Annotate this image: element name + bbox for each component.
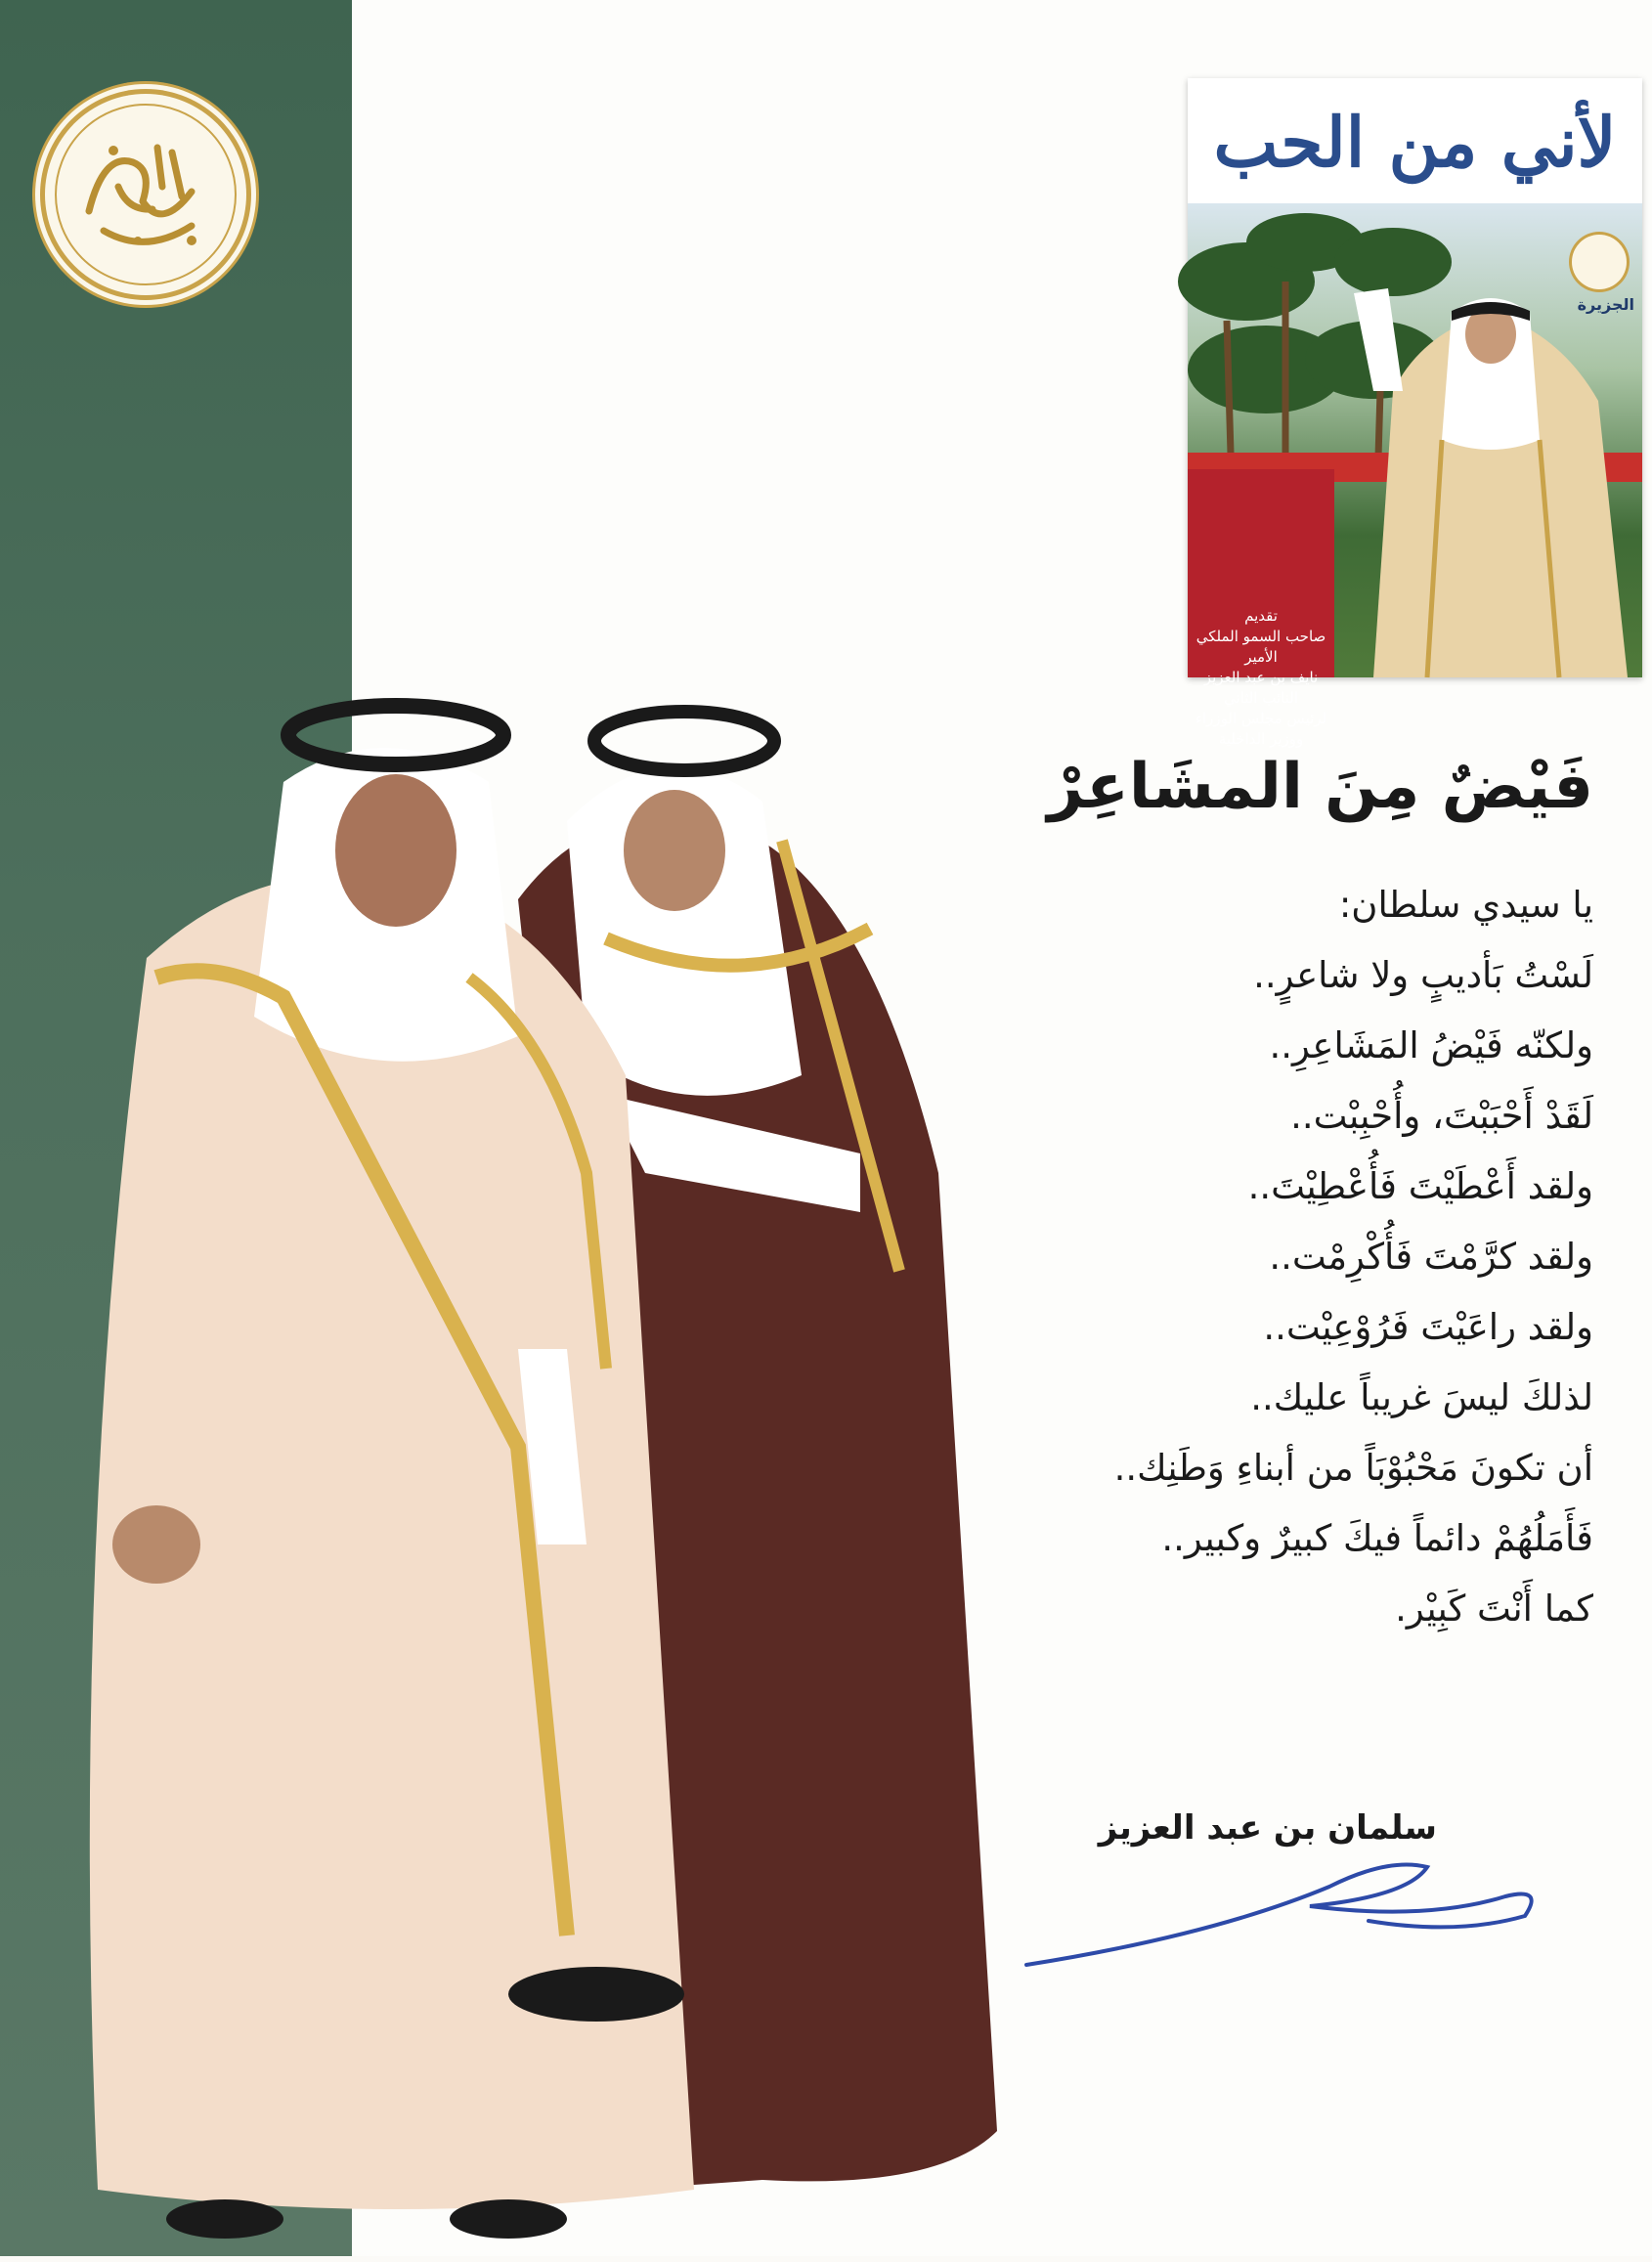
cover-publisher: الجزيرة [1577, 295, 1634, 314]
foreword-line: النائب الثاني [1223, 689, 1299, 707]
poem-title: فَيْضٌ مِنَ المشَاعِرْ [1047, 751, 1593, 823]
poem-line: ولقد كرَّمْتَ فَأُكْرِمْت.. [1269, 1236, 1593, 1278]
poem-line: فَأَمَلُهُمْ دائماً فيكَ كبيرٌ وكبير.. [1161, 1517, 1593, 1559]
cover-foreword-text [1192, 606, 1330, 750]
poem-line: لَسْتُ بَأديبٍ ولا شاعرٍ.. [1253, 954, 1593, 996]
poem-line: أن تكونَ مَحْبُوْبَاً من أبناءِ وَطَنِك.. [1113, 1447, 1593, 1489]
handwritten-signature [1017, 1828, 1564, 1975]
poem-line: لذلكَ ليسَ غريباً عليك.. [1250, 1376, 1593, 1418]
poem-line: ولكنّه فَيْضُ المَشَاعِرِ.. [1269, 1024, 1593, 1066]
foreword-line: ووزير الداخلية [1218, 730, 1304, 748]
poem-line: ولقد راعَيْتَ فَرُوْعِيْت.. [1263, 1306, 1593, 1348]
cover-portrait [1334, 274, 1642, 677]
poem-line: كما أَنْتَ كَبِيْر. [1395, 1588, 1593, 1630]
cover-title: لأني من الحب [1213, 102, 1617, 183]
poem-line: لَقَدْ أَحْبَبْتَ، وأُحْبِبْت.. [1290, 1095, 1593, 1137]
foreword-line: نايف بن عبد العزيز [1203, 669, 1319, 686]
photo-two-figures [59, 665, 1056, 2258]
book-cover [1188, 78, 1642, 748]
foreword-line: صاحب السمو الملكي الأمير [1196, 628, 1326, 666]
foreword-line: لرئيس مجلس الوزراء [1195, 710, 1327, 727]
signature-name: سلمان بن عبد العزيز [1098, 1808, 1437, 1848]
poem-line: ولقد أَعْطَيْتَ فَأُعْطِيْتَ.. [1247, 1165, 1593, 1207]
cover-foreword-box [1188, 469, 1334, 748]
golden-book-seal-logo [45, 94, 246, 295]
foreword-line: تقديم [1244, 607, 1278, 625]
poem-block [909, 743, 1593, 1644]
poem-line: يا سيدي سلطان: [1338, 884, 1593, 926]
